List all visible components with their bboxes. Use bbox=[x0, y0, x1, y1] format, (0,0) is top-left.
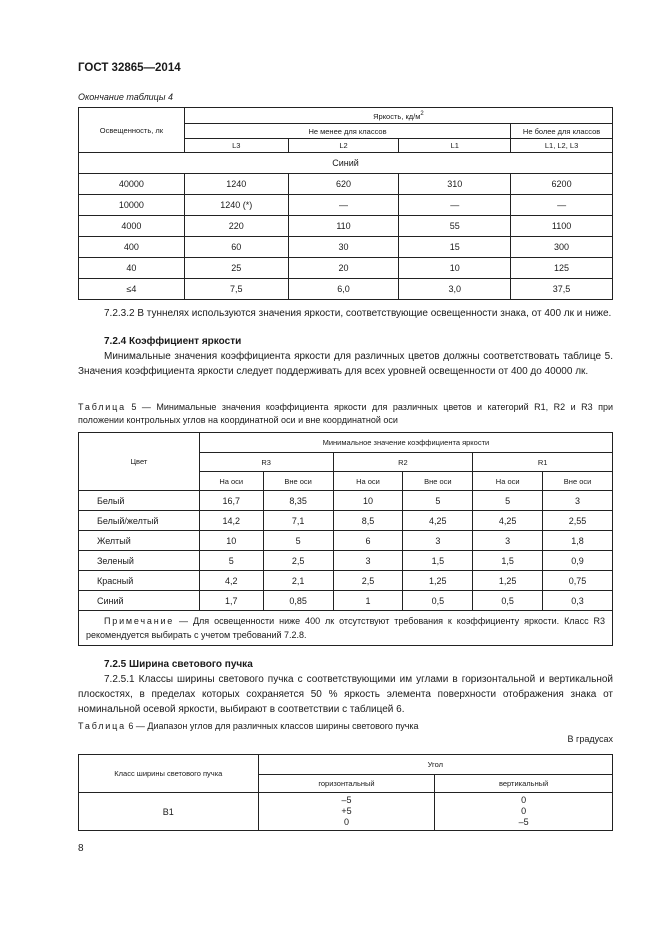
table-cell: 1100 bbox=[511, 216, 613, 237]
table-row bbox=[79, 571, 613, 591]
table-cell: 5 bbox=[199, 551, 263, 571]
table-cell: 3 bbox=[473, 531, 543, 551]
table-cell: 2,5 bbox=[333, 571, 403, 591]
table-cell: 55 bbox=[399, 216, 511, 237]
page-header-title: ГОСТ 32865—2014 bbox=[78, 62, 181, 74]
table-cell: 10000 bbox=[79, 195, 185, 216]
table-cell: 1,5 bbox=[473, 551, 543, 571]
table-cell: 16,7 bbox=[199, 491, 263, 511]
table-cell: 5 bbox=[403, 491, 473, 511]
class-cell: B1 bbox=[79, 793, 259, 831]
subheader-on-axis: На оси bbox=[199, 472, 263, 491]
table6-caption: Таблица 6 — Диапазон углов для различных классов ширины светового пучка bbox=[78, 721, 419, 731]
col-header-illuminance: Освещенность, лк bbox=[79, 108, 185, 153]
table-cell: 15 bbox=[399, 237, 511, 258]
col-header-angle: Угол bbox=[258, 755, 612, 775]
table-cell: 10 bbox=[199, 531, 263, 551]
col-header-min-coeff: Минимальное значение коэффициента яркости bbox=[199, 433, 612, 453]
table-cell: 5 bbox=[263, 531, 333, 551]
subheader-on-axis: На оси bbox=[333, 472, 403, 491]
table4-continuation-label: Окончание таблицы 4 bbox=[78, 92, 173, 102]
page-number: 8 bbox=[78, 843, 84, 854]
table-cell: 40000 bbox=[79, 174, 185, 195]
class-header: L3 bbox=[184, 139, 288, 153]
heading-7-2-4: 7.2.4 Коэффициент яркости bbox=[104, 336, 242, 347]
table-row bbox=[79, 591, 613, 611]
group-header: R3 bbox=[199, 453, 333, 472]
class-header: L1, L2, L3 bbox=[511, 139, 613, 153]
paragraph-7-2-5-1: 7.2.5.1 Классы ширины светового пучка с соответствующими им углами в горизонтальной и вертикальной плоскостях, в пределах которых сохраняется 50 % яркость элемента поверхности отображения знака от номинальной осевой яркости, выбирают в соответствии с таблицей 6. bbox=[78, 674, 613, 715]
table-cell: 1,25 bbox=[473, 571, 543, 591]
table-cell: 3 bbox=[543, 491, 613, 511]
table-row bbox=[79, 551, 613, 571]
table-cell: 300 bbox=[511, 237, 613, 258]
table-cell: 1240 bbox=[184, 174, 288, 195]
table-cell: 3,0 bbox=[399, 279, 511, 300]
table-row bbox=[79, 491, 613, 511]
table-cell: 3 bbox=[403, 531, 473, 551]
table-cell: 2,5 bbox=[263, 551, 333, 571]
table-cell: 5 bbox=[473, 491, 543, 511]
col-header-color: Цвет bbox=[79, 433, 200, 491]
table-cell: 37,5 bbox=[511, 279, 613, 300]
group-header: R1 bbox=[473, 453, 613, 472]
table-5 bbox=[78, 432, 613, 646]
table-cell: 0,75 bbox=[543, 571, 613, 591]
col-header-min: Не менее для классов bbox=[184, 124, 510, 139]
table-cell: 40 bbox=[79, 258, 185, 279]
col-header-class: Класс ширины светового пучка bbox=[79, 755, 259, 793]
table-cell: 125 bbox=[511, 258, 613, 279]
table-cell: 14,2 bbox=[199, 511, 263, 531]
col-header-luminance: Яркость, $кд/м^2$ bbox=[184, 108, 612, 124]
table5-caption: Таблица 5 — Минимальные значения коэффициента яркости для различных цветов и категорий R1, R2 и R3 при положении контрольных углов на координатной оси и вне координатной оси bbox=[78, 402, 613, 425]
color-cell: Белый/желтый bbox=[79, 511, 200, 531]
table-cell: 3 bbox=[333, 551, 403, 571]
table-cell: 2,1 bbox=[263, 571, 333, 591]
table-cell: 0,85 bbox=[263, 591, 333, 611]
group-header: R2 bbox=[333, 453, 473, 472]
col-header-vertical: вертикальный bbox=[435, 775, 613, 793]
col-header-max: Не более для классов bbox=[511, 124, 613, 139]
col-header-horizontal: горизонтальный bbox=[258, 775, 435, 793]
table-cell: 7,5 bbox=[184, 279, 288, 300]
table-cell: 0,5 bbox=[473, 591, 543, 611]
table-row bbox=[79, 279, 613, 300]
color-cell: Зеленый bbox=[79, 551, 200, 571]
color-cell: Желтый bbox=[79, 531, 200, 551]
heading-7-2-5: 7.2.5 Ширина светового пучка bbox=[104, 659, 253, 670]
table-cell: 1,8 bbox=[543, 531, 613, 551]
table6-units: В градусах bbox=[567, 734, 613, 744]
table-cell: 4,25 bbox=[473, 511, 543, 531]
subheader-off-axis: Вне оси bbox=[543, 472, 613, 491]
table-row bbox=[79, 237, 613, 258]
table-cell: –5 +5 0 bbox=[258, 793, 435, 831]
table-cell: 1 bbox=[333, 591, 403, 611]
section-label: Синий bbox=[79, 153, 613, 174]
table-cell: 220 bbox=[184, 216, 288, 237]
table-cell: 0 0 –5 bbox=[435, 793, 613, 831]
table-cell: 1240 (*) bbox=[184, 195, 288, 216]
table-row bbox=[79, 174, 613, 195]
table-cell: — bbox=[511, 195, 613, 216]
table-cell: 8,5 bbox=[333, 511, 403, 531]
table-cell: 0,3 bbox=[543, 591, 613, 611]
table-cell: 4000 bbox=[79, 216, 185, 237]
table-row bbox=[79, 511, 613, 531]
paragraph-7-2-3-2: 7.2.3.2 В туннелях используются значения яркости, соответствующие освещенности знака, от 400 лк и ниже. bbox=[104, 308, 612, 319]
color-cell: Белый bbox=[79, 491, 200, 511]
table-cell: — bbox=[399, 195, 511, 216]
table-cell: 110 bbox=[288, 216, 399, 237]
subheader-off-axis: Вне оси bbox=[263, 472, 333, 491]
table-cell: 10 bbox=[399, 258, 511, 279]
table-row bbox=[79, 793, 613, 831]
table-cell: 6 bbox=[333, 531, 403, 551]
table-4 bbox=[78, 107, 613, 300]
table-cell: 7,1 bbox=[263, 511, 333, 531]
table-cell: 25 bbox=[184, 258, 288, 279]
color-cell: Красный bbox=[79, 571, 200, 591]
table-cell: 2,55 bbox=[543, 511, 613, 531]
table-cell: ≤4 bbox=[79, 279, 185, 300]
table-cell: 60 bbox=[184, 237, 288, 258]
table-cell: 20 bbox=[288, 258, 399, 279]
table-cell: 1,25 bbox=[403, 571, 473, 591]
table-row bbox=[79, 531, 613, 551]
table-6 bbox=[78, 754, 613, 831]
table-cell: 6200 bbox=[511, 174, 613, 195]
table-cell: 4,2 bbox=[199, 571, 263, 591]
table-cell: 400 bbox=[79, 237, 185, 258]
table-cell: 4,25 bbox=[403, 511, 473, 531]
table-cell: 30 bbox=[288, 237, 399, 258]
class-header: L2 bbox=[288, 139, 399, 153]
table-row bbox=[79, 258, 613, 279]
table-cell: 6,0 bbox=[288, 279, 399, 300]
subheader-off-axis: Вне оси bbox=[403, 472, 473, 491]
table-cell: 1,5 bbox=[403, 551, 473, 571]
table-cell: 0,9 bbox=[543, 551, 613, 571]
table-cell: 620 bbox=[288, 174, 399, 195]
table5-note: Примечание — Для освещенности ниже 400 лк отсутствуют требования к коэффициенту яркости. Класс R3 рекомендуется выбирать с учетом требований 7.2.8. bbox=[79, 611, 613, 646]
table-cell: — bbox=[288, 195, 399, 216]
paragraph-7-2-4: Минимальные значения коэффициента яркости для различных цветов должны соответствовать таблице 5. Значения коэффициента яркости следует поддерживать для всех уровней освещенности от 400 до 40000 лк. bbox=[78, 351, 613, 377]
color-cell: Синий bbox=[79, 591, 200, 611]
table-cell: 8,35 bbox=[263, 491, 333, 511]
subheader-on-axis: На оси bbox=[473, 472, 543, 491]
table-cell: 0,5 bbox=[403, 591, 473, 611]
table-row bbox=[79, 216, 613, 237]
table-cell: 1,7 bbox=[199, 591, 263, 611]
table-cell: 310 bbox=[399, 174, 511, 195]
class-header: L1 bbox=[399, 139, 511, 153]
table-cell: 10 bbox=[333, 491, 403, 511]
table-row bbox=[79, 195, 613, 216]
